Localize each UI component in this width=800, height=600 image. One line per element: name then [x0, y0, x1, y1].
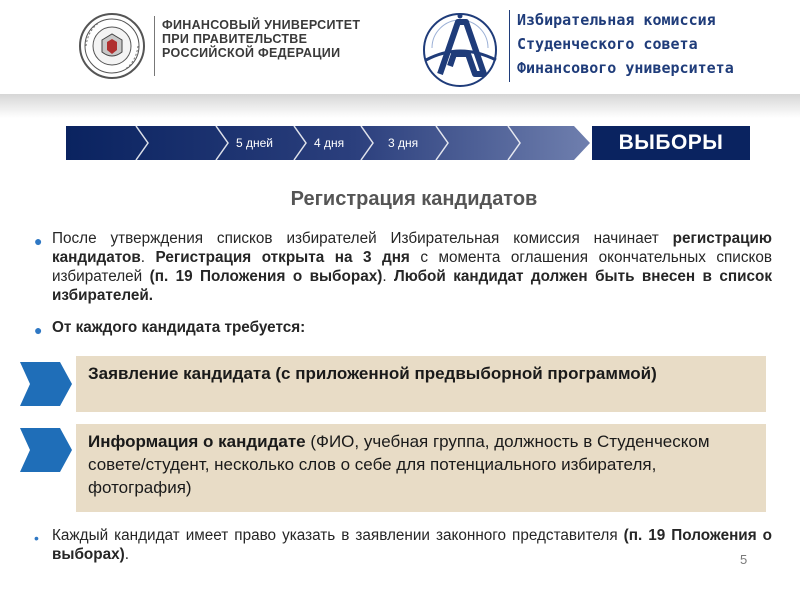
requirement-text: Заявление кандидата (с приложенной предвыборной программой): [88, 364, 657, 383]
bullet-icon: •: [34, 530, 39, 546]
commission-name: [517, 8, 734, 80]
text-run: .: [124, 546, 129, 563]
elections-badge: ВЫБОРЫ: [592, 126, 750, 160]
requirement-text-bold: Информация о кандидате: [88, 432, 306, 451]
university-name: [162, 18, 360, 60]
requirement-box-information: [76, 424, 766, 512]
requirement-text: (ФИО, учебная группа, должность в Студенческом совете/студент, несколько слов о себе для потенциального избирателя, фотография): [88, 432, 710, 497]
paragraph-requirements: От каждого кандидата требуется:: [52, 319, 306, 336]
timeline-step-3-days: 3 дня: [388, 136, 419, 150]
text-run-bold: (п. 19 Положения о выборах): [52, 527, 773, 563]
commission-line: Финансового университета: [517, 59, 734, 77]
chevron-icon: [20, 428, 72, 472]
text-run-bold: Регистрация открыта на 3 дня: [155, 249, 410, 266]
header: [0, 0, 800, 95]
page-number: 5: [740, 552, 748, 567]
commission-line: Студенческого совета: [517, 35, 698, 53]
university-seal-logo: [78, 12, 146, 80]
text-run: .: [382, 268, 394, 285]
university-line: РОССИЙСКОЙ ФЕДЕРАЦИИ: [162, 46, 341, 60]
header-shadow-rule: [0, 94, 800, 118]
commission-line: Избирательная комиссия: [517, 11, 716, 29]
paragraph-representative: [52, 526, 772, 564]
bullet-icon: ●: [34, 233, 43, 249]
commission-divider: [509, 10, 510, 82]
paragraph-registration: [52, 229, 772, 305]
text-run-bold: регистрацию кандидатов: [52, 230, 772, 266]
slide-title: Регистрация кандидатов: [290, 188, 538, 210]
university-line: ПРИ ПРАВИТЕЛЬСТВЕ: [162, 32, 308, 46]
university-line: ФИНАНСОВЫЙ УНИВЕРСИТЕТ: [162, 18, 361, 32]
text-run: .: [140, 249, 156, 266]
text-run: После утверждения списков избирателей Избирательная комиссия начинает: [52, 230, 673, 247]
text-run-bold: Любой кандидат должен быть внесен в список избирателей.: [52, 268, 773, 304]
requirement-box-application: [76, 356, 766, 412]
university-divider: [154, 16, 155, 76]
chevron-icon: [20, 362, 72, 406]
timeline-step-5-days: 5 дней: [236, 136, 274, 150]
text-run: Каждый кандидат имеет право указать в заявлении законного представителя: [52, 527, 624, 544]
bullet-icon: ●: [34, 322, 43, 338]
timeline-step-4-days: 4 дня: [314, 136, 345, 150]
text-run: с момента оглашения окончательных списков избирателей: [52, 249, 772, 285]
commission-logo: [418, 8, 502, 92]
text-run-bold: (п. 19 Положения о выборах): [149, 268, 383, 285]
